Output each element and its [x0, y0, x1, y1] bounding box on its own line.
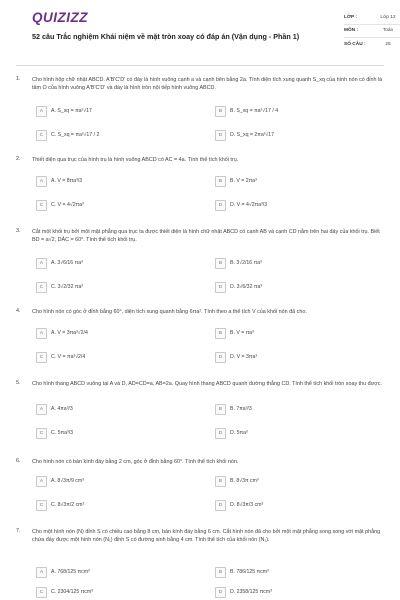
option-d[interactable]	[215, 352, 257, 363]
option-text: D. 8√3π/3 cm³	[230, 502, 264, 509]
question-number: 7.	[16, 528, 21, 534]
option-d[interactable]	[215, 428, 248, 439]
option-d[interactable]	[215, 282, 262, 293]
meta-row-count	[344, 38, 400, 51]
option-letter: D	[215, 352, 226, 363]
question-text: Cho hình thang ABCD vuông tại A và D, AD=CD=a, AB=2a. Quay hình thang ABCD quanh đường thẳng CD. Tính thể tích khối tròn xoay thu được.	[32, 381, 382, 387]
option-c[interactable]	[36, 282, 83, 293]
option-letter: C	[36, 428, 47, 439]
meta-label: MÔN :	[344, 28, 359, 33]
meta-row-grade	[344, 12, 400, 25]
option-letter: A	[36, 404, 47, 415]
option-text: C. S_xq = πa²√17 / 2	[51, 132, 100, 139]
question-text: Cho hình nón có góc ở đỉnh bằng 60°, diện tích xung quanh bằng 6πa². Tính theo a thể tích V của khối nón đã cho.	[32, 309, 307, 315]
option-text: C. 2304/125 πcm³	[51, 589, 93, 596]
option-c[interactable]	[36, 500, 84, 511]
option-letter: D	[215, 428, 226, 439]
option-b[interactable]	[215, 106, 278, 117]
question-text: Cắt một khối trụ bởi một mặt phẳng qua trục ta được thiết diện là hình chữ nhật ABCD có cạnh AB và cạnh CD nằm trên hai đáy của khối trụ. Biết BD = a√2, DÂC = 60°. Tính thể tích khối trụ.	[32, 229, 380, 243]
option-text: D. 5πa³	[230, 430, 248, 437]
option-c[interactable]	[36, 587, 93, 598]
option-text: D. 2358/125 πcm³	[230, 589, 272, 596]
option-text: B. 3√2/16 πa³	[230, 260, 262, 267]
question-number: 5.	[16, 380, 21, 386]
option-letter: B	[215, 176, 226, 187]
question-text: Cho một hình nón (N) đỉnh S có chiều cao bằng 8 cm, bán kính đáy bằng 6 cm. Cắt hình nón đã cho bởi một mặt phẳng song song với mặt phẳng chứa đáy được một hình nón (N₁) đỉnh S có đường sinh bằng 4 cm. Tính thể tích của khối nón (N₁).	[32, 529, 381, 543]
option-letter: D	[215, 587, 226, 598]
option-text: B. 7πa³/3	[230, 406, 252, 413]
option-text: B. 8√3π cm³	[230, 478, 259, 485]
meta-row-subject	[344, 25, 400, 38]
meta-label: LỚP :	[344, 15, 358, 20]
option-text: C. 5πa³/3	[51, 430, 74, 437]
quizizz-logo: QUIZIZZ	[32, 10, 88, 25]
option-letter: C	[36, 282, 47, 293]
option-letter: D	[215, 282, 226, 293]
option-text: D. 3√6/32 πa³	[230, 284, 263, 291]
option-text: D. V = 4√2πa³/3	[230, 202, 268, 209]
option-b[interactable]	[215, 258, 262, 269]
question-number: 3.	[16, 228, 21, 234]
option-c[interactable]	[36, 200, 84, 211]
option-a[interactable]	[36, 567, 90, 578]
option-letter: C	[36, 500, 47, 511]
option-text: A. 768/125 πcm³	[51, 569, 90, 576]
option-letter: B	[215, 106, 226, 117]
option-b[interactable]	[215, 404, 252, 415]
option-text: A. S_xq = πa²√17	[51, 108, 92, 115]
option-text: A. V = 3πa³√2/4	[51, 330, 88, 337]
option-a[interactable]	[36, 258, 83, 269]
meta-label: SỐ CÂU :	[344, 41, 366, 47]
question-number: 1.	[16, 76, 21, 82]
meta-value: 25	[385, 41, 391, 47]
question-text: Cho hình nón có bán kính đáy bằng 2 cm, góc ở đỉnh bằng 60°. Tính thể tích khối nón.	[32, 459, 239, 465]
option-d[interactable]	[215, 500, 263, 511]
option-text: A. 4πa³/3	[51, 406, 73, 413]
option-d[interactable]	[215, 130, 274, 141]
option-b[interactable]	[215, 328, 254, 339]
option-text: B. V = 2πa³	[230, 178, 257, 185]
option-letter: B	[215, 476, 226, 487]
option-text: C. V = πa³√2/4	[51, 354, 86, 361]
option-text: B. V = πa³	[230, 330, 254, 337]
option-a[interactable]	[36, 176, 82, 187]
option-letter: D	[215, 500, 226, 511]
option-a[interactable]	[36, 476, 84, 487]
option-c[interactable]	[36, 130, 99, 141]
question-number: 4.	[16, 308, 21, 314]
option-letter: C	[36, 352, 47, 363]
option-letter: C	[36, 587, 47, 598]
option-letter: A	[36, 176, 47, 187]
option-b[interactable]	[215, 476, 259, 487]
option-text: A. 8√3π/9 cm³	[51, 478, 84, 485]
option-letter: A	[36, 567, 47, 578]
option-a[interactable]	[36, 328, 88, 339]
option-letter: C	[36, 200, 47, 211]
option-a[interactable]	[36, 404, 73, 415]
option-c[interactable]	[36, 428, 73, 439]
option-letter: A	[36, 258, 47, 269]
option-text: B. S_xq = πa²√17 / 4	[230, 108, 279, 115]
option-d[interactable]	[215, 200, 267, 211]
option-b[interactable]	[215, 567, 269, 578]
meta-value: Lớp 12	[380, 15, 396, 20]
option-text: C. V = 4√2πa³	[51, 202, 84, 209]
question-text: Thiết diện qua trục của hình trụ là hình vuông ABCD có AC = 4a. Tính thể tích khối trụ.	[32, 157, 239, 163]
meta-value: Toán	[382, 28, 394, 33]
option-text: C. 8√3π/2 cm³	[51, 502, 85, 509]
option-text: B. 786/125 πcm³	[230, 569, 269, 576]
option-a[interactable]	[36, 106, 92, 117]
option-letter: B	[215, 404, 226, 415]
option-letter: B	[215, 328, 226, 339]
option-text: D. S_xq = 2πa²√17	[230, 132, 275, 139]
option-letter: A	[36, 328, 47, 339]
option-text: C. 3√2/32 πa³	[51, 284, 84, 291]
option-text: A. 3√6/16 πa³	[51, 260, 83, 267]
worksheet-header	[16, 0, 396, 66]
option-text: A. V = 8πa³/3	[51, 178, 83, 185]
option-b[interactable]	[215, 176, 257, 187]
option-letter: D	[215, 200, 226, 211]
question-number: 6.	[16, 458, 21, 464]
option-letter: B	[215, 567, 226, 578]
option-text: D. V = 3πa³	[230, 354, 258, 361]
option-d[interactable]	[215, 587, 272, 598]
option-letter: A	[36, 106, 47, 117]
option-letter: D	[215, 130, 226, 141]
page-title: 52 câu Trắc nghiệm Khái niệm về mặt tròn xoay có đáp án (Vận dụng - Phần 1)	[32, 32, 300, 41]
option-letter: C	[36, 130, 47, 141]
question-text: Cho hình hộp chữ nhật ABCD. A'B'C'D' có đáy là hình vuông cạnh a và cạnh bên bằng 2a. Tính diện tích xung quanh S_xq của hình nón có đỉnh là tâm O của hình vuông A'B'C'D' và đáy là hình tròn nội tiếp hình vuông ABCD.	[32, 77, 383, 91]
question-number: 2.	[16, 156, 21, 162]
option-letter: A	[36, 476, 47, 487]
option-letter: B	[215, 258, 226, 269]
worksheet-meta	[344, 12, 400, 51]
option-c[interactable]	[36, 352, 85, 363]
